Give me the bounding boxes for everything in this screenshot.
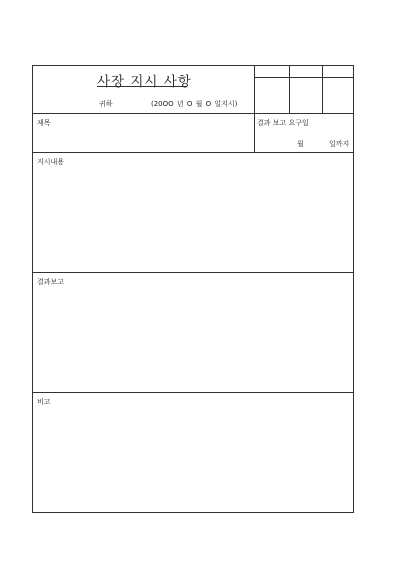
subject-label: 제목 (37, 119, 51, 127)
report-request-until: 일까지 (329, 140, 350, 148)
title-row (33, 66, 353, 114)
subject-divider (254, 114, 255, 152)
approval-box-divider (289, 66, 290, 113)
subject-row (33, 114, 353, 153)
instructions-label: 지시내용 (37, 158, 65, 166)
remarks-label: 비고 (37, 398, 51, 406)
report-request-month: 월 (297, 140, 304, 148)
title-underline (97, 86, 187, 87)
instruction-date: (20OO 년 O 월 O 일지시) (151, 100, 238, 108)
approval-header-line (254, 77, 353, 78)
instruction-form (32, 65, 354, 513)
approval-box-divider (254, 66, 255, 113)
result-report-section (33, 273, 353, 393)
form-title: 사장 지시 사항 (97, 74, 192, 90)
recipient-label: 귀하 (99, 100, 113, 108)
remarks-section (33, 393, 353, 512)
result-report-label: 결과보고 (37, 278, 65, 286)
instructions-section (33, 153, 353, 273)
approval-box-divider (322, 66, 323, 113)
report-request-label: 결과 보고 요구일 (257, 119, 309, 127)
